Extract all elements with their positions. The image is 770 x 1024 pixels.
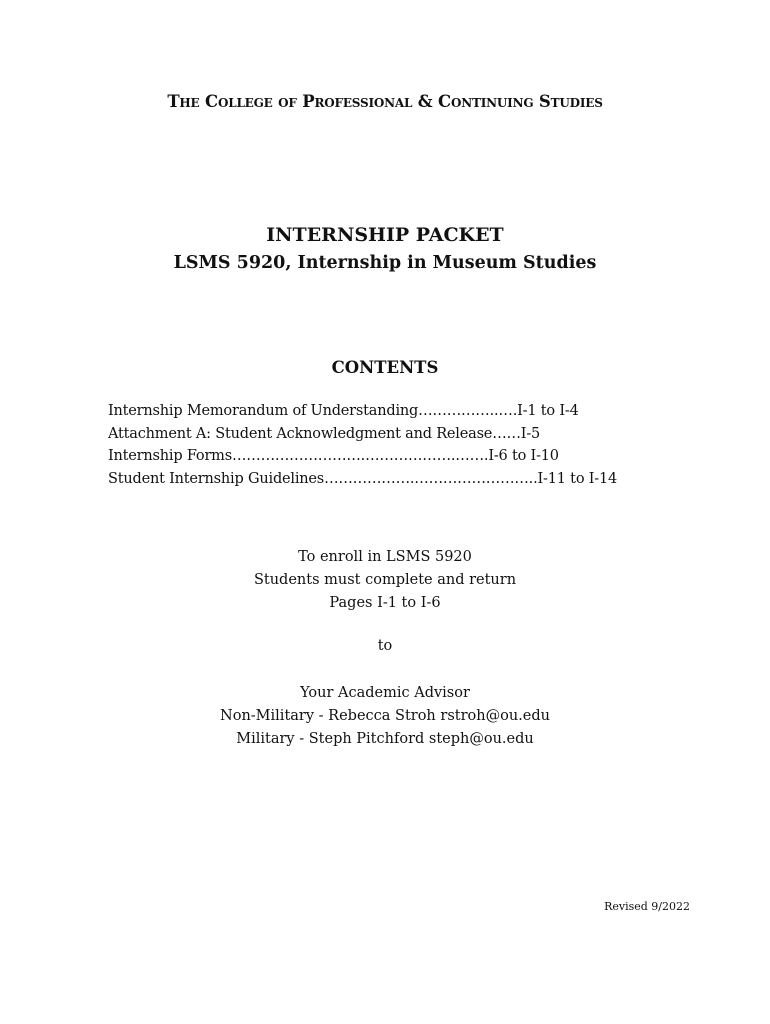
toc-leader: ……………………….……………….……. [231,448,489,464]
toc-pages: I-5 [520,425,541,442]
toc-title: Attachment A: Student Acknowledgment and Release [108,425,493,442]
enroll-instructions [0,546,770,615]
table-of-contents [108,400,668,490]
toc-row [108,445,668,468]
toc-row [108,468,668,491]
advisor-military: Military - Steph Pitchford steph@ou.edu [236,731,534,747]
revised-date: Revised 9/2022 [604,900,690,913]
toc-pages: I-11 to I-14 [537,470,618,487]
toc-pages: I-1 to I-4 [517,403,579,419]
toc-leader: ……………….…………………….. [324,470,538,487]
enroll-line: Students must complete and return [253,572,517,588]
enroll-line: To enroll in LSMS 5920 [298,549,472,565]
advisor-contacts [0,682,770,751]
toc-row [108,400,668,423]
toc-title: Internship Memorandum of Understanding [108,403,419,419]
toc-row [108,423,668,446]
college-title: The College of Professional & Continuing Studies [167,92,603,111]
packet-subtitle: LSMS 5920, Internship in Museum Studies [173,253,597,273]
toc-leader: ……………..…. [418,403,518,419]
advisor-non-military: Non-Military - Rebecca Stroh rstroh@ou.edu [220,708,550,724]
toc-pages: I-6 to I-10 [488,448,559,464]
contents-heading: CONTENTS [331,358,439,377]
enroll-line: Pages I-1 to I-6 [329,595,441,611]
toc-title: Internship Forms [108,448,232,464]
advisor-heading: Your Academic Advisor [300,685,470,701]
to-word: to [377,638,393,654]
packet-title: INTERNSHIP PACKET [266,224,504,246]
toc-leader: …… [492,425,521,442]
toc-title: Student Internship Guidelines [108,470,325,487]
